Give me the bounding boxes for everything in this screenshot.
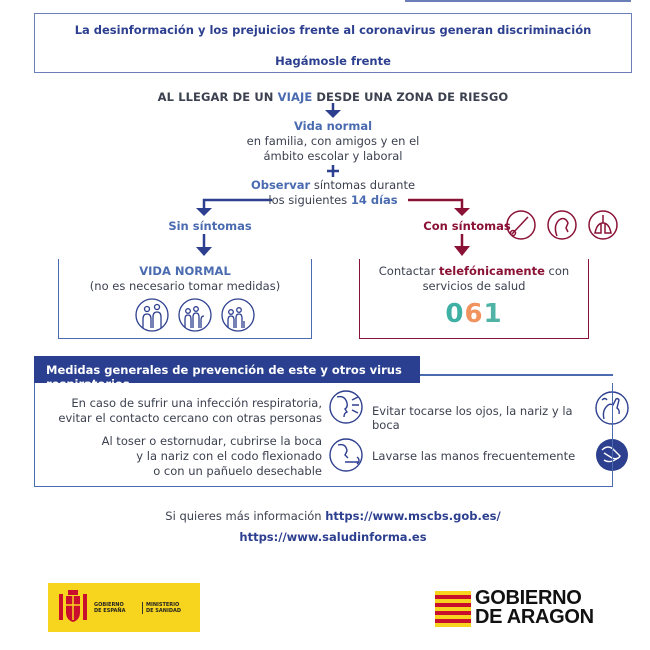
header-title: La desinformación y los prejuicios frente al coronavirus generan discriminación (74, 23, 592, 37)
measure-wash-hands: Lavarse las manos frecuentemente (372, 449, 576, 463)
plus-icon (327, 165, 339, 177)
header-subtitle: Hagámosle frente (275, 54, 391, 68)
normal-life-text: en familia, con amigos y en el ámbito escolar y laboral (246, 134, 420, 163)
normal-life-box-text: (no es necesario tomar medidas) (89, 279, 281, 293)
measure-cover-cough: Al toser o estornudar, cubrirse la boca y la nariz con el codo flexionado o con un pañuelo desechable (101, 434, 322, 478)
spain-gobierno-text: GOBIERNO DE ESPAÑA (94, 602, 126, 614)
measures-divider (420, 374, 613, 376)
arrow-head-right-icon (454, 208, 470, 216)
measure-avoid-touching: Evitar tocarse los ojos, la nariz y la boca (372, 404, 573, 432)
aragon-flag-icon (435, 591, 471, 627)
link-mscbs[interactable]: https://www.mscbs.gob.es/ (325, 509, 501, 523)
cough-icon (548, 211, 576, 239)
phone-number: 061 (445, 299, 503, 329)
measures-banner: Medidas generales de prevención de este y otros virus respiratorios (34, 356, 420, 383)
more-info: Si quieres más información https://www.mscbs.gob.es/ (165, 509, 501, 523)
arrow-down-icon (325, 103, 341, 118)
arrival-title: AL LLEGAR DE UN VIAJE DESDE UNA ZONA DE RIESGO (157, 90, 509, 104)
lungs-icon (589, 211, 617, 239)
spain-ministerio-text: MINISTERIO DE SANIDAD (142, 602, 181, 614)
normal-life-box-title: VIDA NORMAL (139, 264, 231, 278)
contact-box-text: Contactar telefónicamente con servicios de salud (378, 264, 570, 293)
spain-coat-of-arms-icon (56, 588, 90, 628)
observe-text: Observar síntomas durante los siguientes 14 días (250, 178, 416, 207)
no-symptoms-label: Sin síntomas (168, 219, 252, 233)
link-saludinforma[interactable]: https://www.saludinforma.es (239, 530, 427, 544)
measure-avoid-contact: En caso de sufrir una infección respiratoria, evitar el contacto cercano con otras personas (58, 396, 322, 425)
normal-life-title: Vida normal (293, 119, 373, 133)
arrow-head-left-icon (196, 208, 212, 216)
gobierno-aragon-text: GOBIERNO DE ARAGON (475, 587, 594, 628)
with-symptoms-label: Con síntomas (423, 219, 511, 233)
